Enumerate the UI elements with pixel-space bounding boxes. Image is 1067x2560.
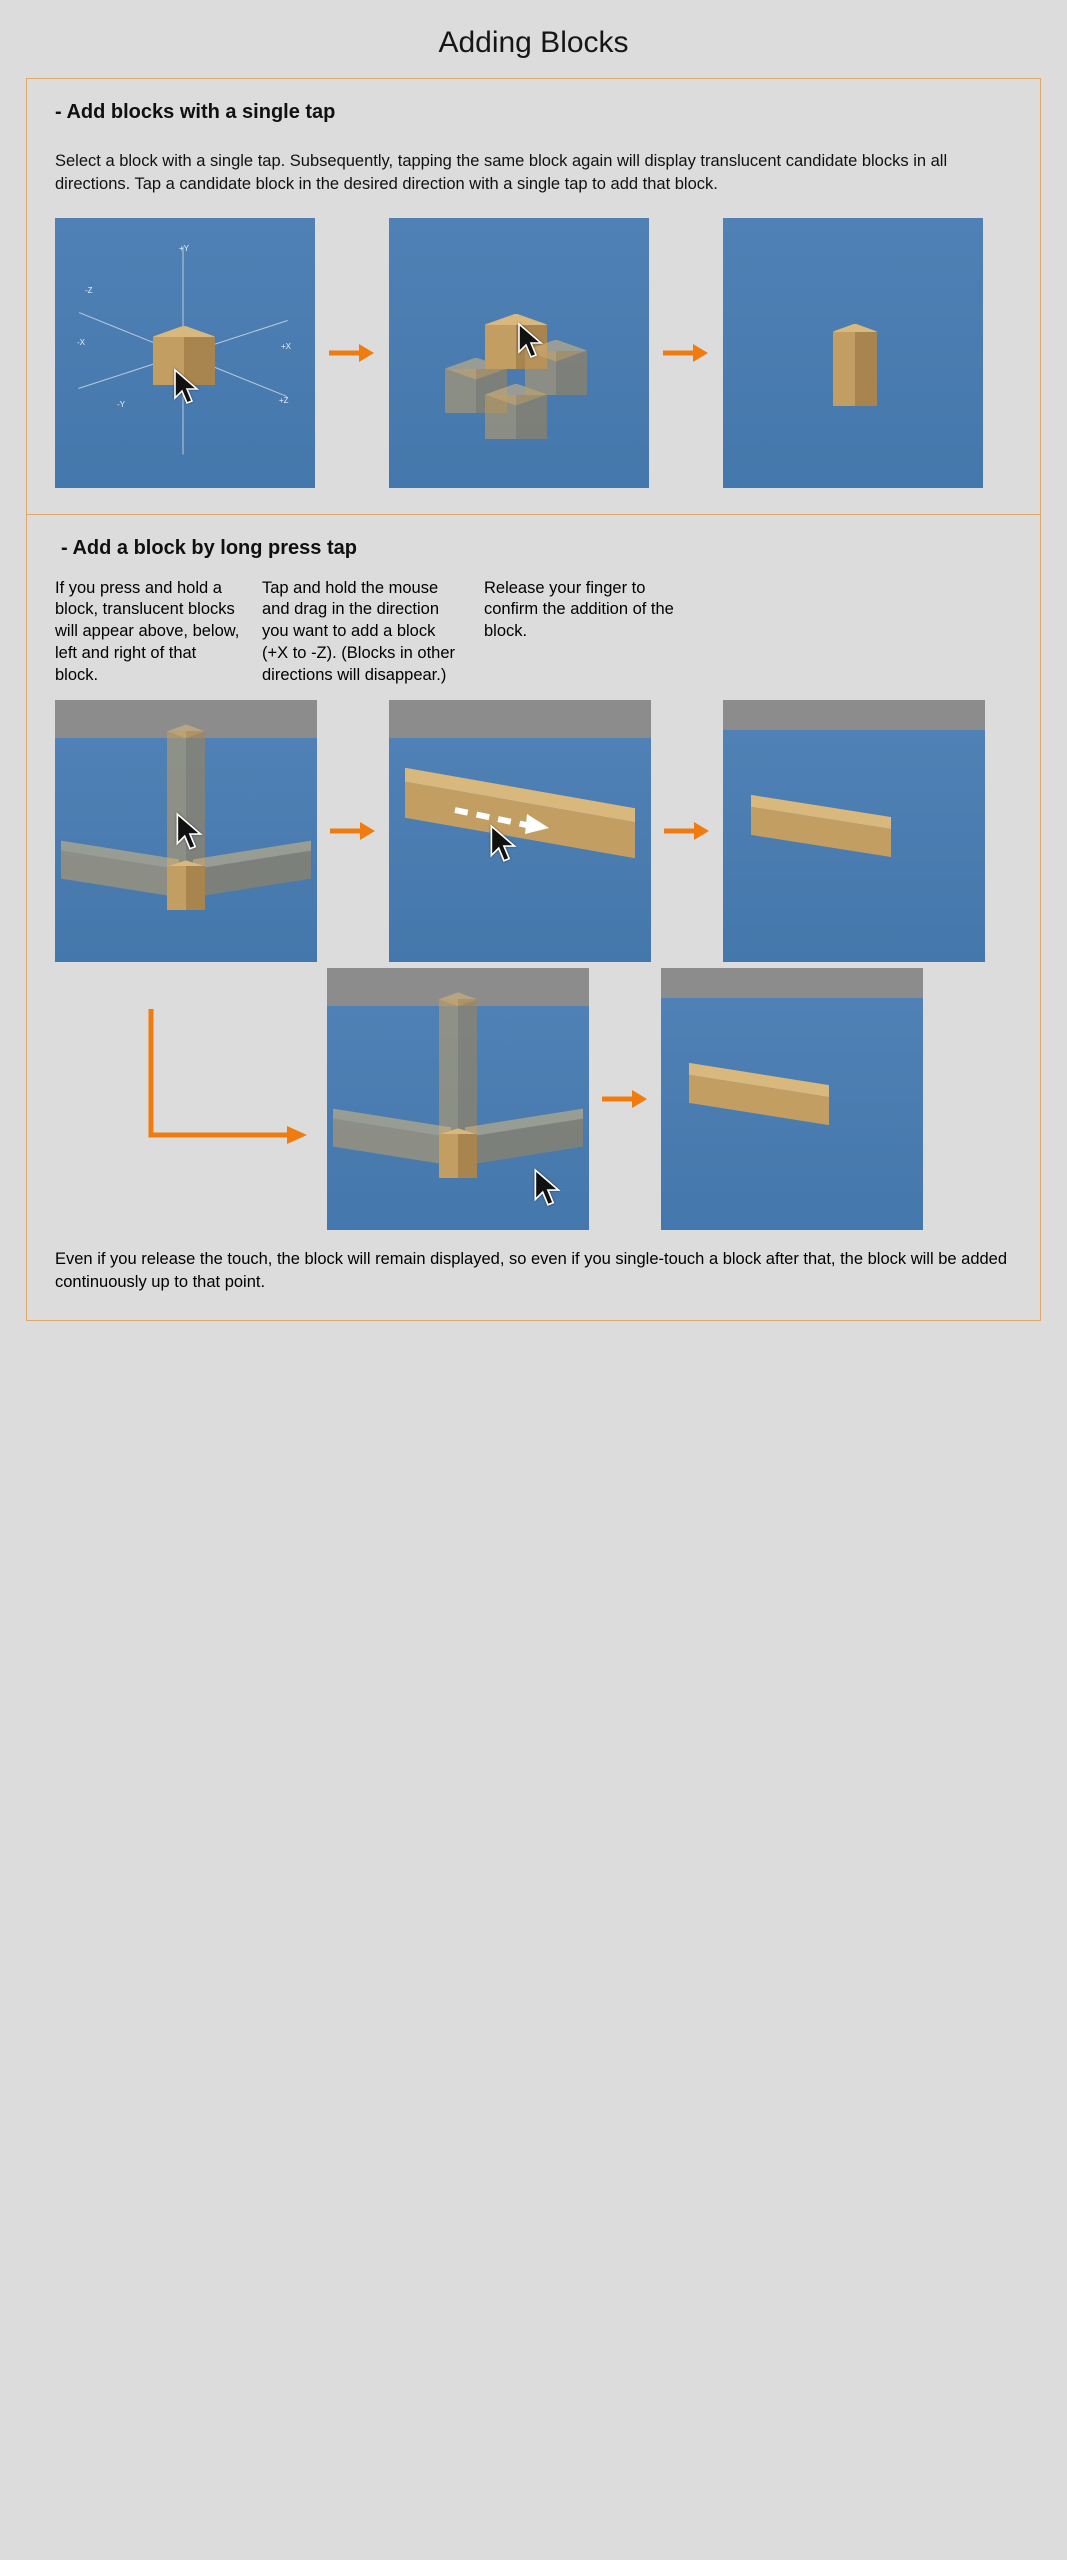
arrow-longpress-1-to-2 [317,820,389,842]
axis-label-y-pos: +Y [179,243,190,253]
section-2-figure-row-2 [55,968,1012,1230]
axis-label-z-pos: +Z [279,395,289,405]
figure-result-horizontal-block-alt [661,968,923,1230]
section-long-press [26,515,1041,1321]
axis-label-x-neg: -X [77,337,85,347]
horizon-band [389,700,651,738]
figure-translucent-candidate-blocks [389,218,649,488]
section-2-columns [55,578,1012,687]
column-text-2: Tap and hold the mouse and drag in the direction you want to add a block (+X to -Z). (Blocks in other directions will disappear.) [262,578,456,684]
section-2-figure-row-1 [55,700,1012,962]
figure-long-press-candidates [55,700,317,962]
section-single-tap [26,78,1041,515]
figure-axes-with-single-block [55,218,315,488]
section-2-heading: - Add a block by long press tap [61,536,357,559]
bent-arrow-container [55,1009,317,1189]
arrow-longpress-alt [589,1088,661,1110]
figure-added-block-result [723,218,983,488]
arrow-step-1-to-2 [315,342,389,364]
column-text-1: If you press and hold a block, translucent blocks will appear above, below, left and right of that block. [55,578,240,684]
arrow-step-2-to-3 [649,342,723,364]
section-1-figure-row [55,218,1012,488]
section-1-paragraph: Select a block with a single tap. Subsequently, tapping the same block again will display translucent candidate blocks in all directions. Tap a candidate block in the desired direction with a single tap to add that block. [55,152,948,193]
figure-long-press-candidates-alt [327,968,589,1230]
axis-label-z-neg: -Z [85,285,93,295]
wood-block-center [167,860,205,916]
wood-block-center [439,1128,477,1184]
arrow-longpress-2-to-3 [651,820,723,842]
figure-drag-direction-plus-x [389,700,651,962]
column-text-3: Release your finger to confirm the addition of the block. [484,578,674,641]
wood-block-result [833,324,877,414]
section-2-closing-paragraph: Even if you release the touch, the block will remain displayed, so even if you single-touch a block after that, the block will be added continuously up to that point. [55,1250,1008,1292]
axis-label-y-neg: -Y [117,399,125,409]
figure-result-horizontal-block [723,700,985,962]
axis-label-x-pos: +X [281,341,292,351]
page-title: Adding Blocks [438,26,629,59]
section-1-heading: - Add blocks with a single tap [55,101,336,123]
